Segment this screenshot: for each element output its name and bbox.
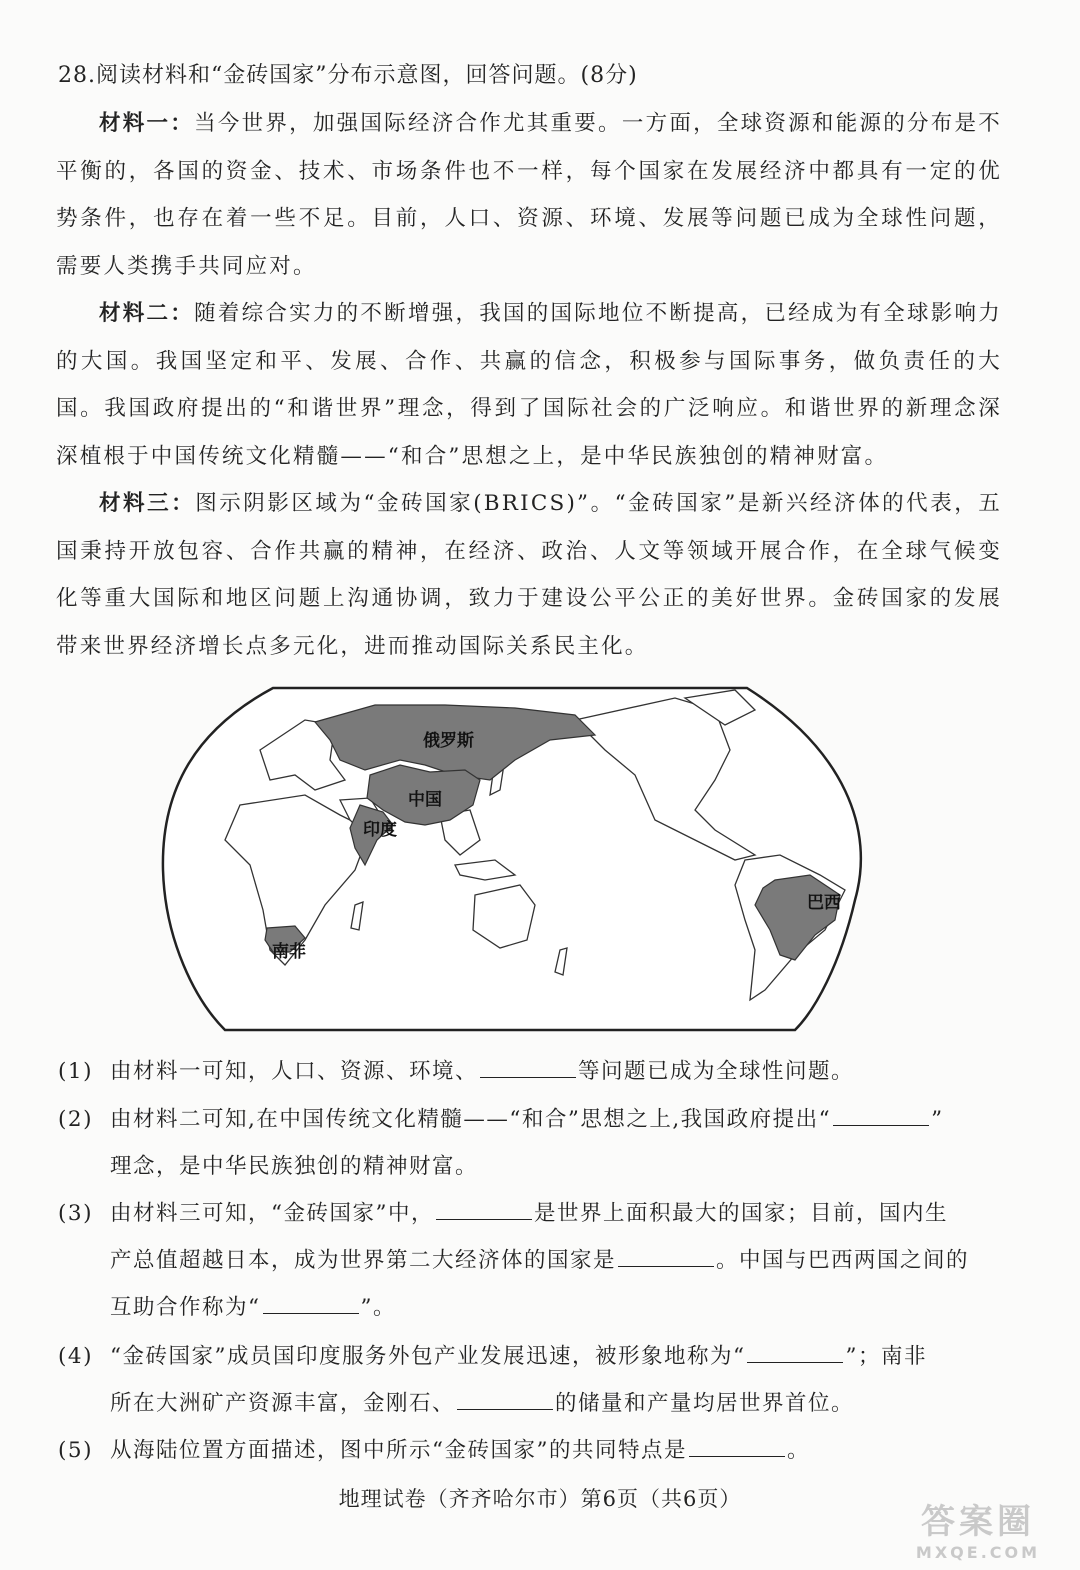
watermark-logo xyxy=(888,1494,1068,1564)
answer-blank[interactable] xyxy=(263,1295,359,1314)
question-1-text-b: 等问题已成为全球性问题。 xyxy=(578,1059,855,1084)
watermark-text: 答案圈 xyxy=(921,1502,1035,1542)
question-2-text-b: ” xyxy=(931,1107,944,1132)
question-3 xyxy=(58,1190,998,1331)
question-4-text-c: 所在大洲矿产资源丰富，金刚石、 xyxy=(110,1391,456,1416)
material-1-text: 当今世界，加强国际经济合作尤其重要。一方面，全球资源和能源的分布是不平衡的，各国的资金、技术、市场条件也不一样，每个国家在发展经济中都具有一定的优势条件，也存在着一些不足。目前，人口、资源、环境、发展等问题已成为全球性问题，需要人类携手共同应对。 xyxy=(56,111,1002,279)
material-3-lead: 材料三： xyxy=(99,491,196,516)
material-1-lead: 材料一： xyxy=(99,111,195,136)
question-5-text-b: 。 xyxy=(787,1438,811,1463)
question-1-number: (1) xyxy=(58,1059,93,1084)
question-4-text-b: ”；南非 xyxy=(845,1344,927,1369)
answer-blank[interactable] xyxy=(480,1059,576,1078)
material-3-text: 图示阴影区域为“金砖国家(BRICS)”。“金砖国家”是新兴经济体的代表，五国秉持开放包容、合作共赢的精神，在经济、政治、人文等领域开展合作，在全球气候变化等重大国际和地区问题上沟通协调，致力于建设公平公正的美好世界。金砖国家的发展带来世界经济增长点多元化，进而推动国际关系民主化。 xyxy=(56,491,1002,659)
question-1 xyxy=(58,1048,998,1095)
question-2-text-c: 理念，是中华民族独创的精神财富。 xyxy=(110,1154,479,1179)
question-3-text-a: 由材料三可知，“金砖国家”中， xyxy=(110,1201,434,1226)
question-3-text-f: ”。 xyxy=(360,1295,396,1320)
material-2-lead: 材料二： xyxy=(99,301,195,326)
answer-blank[interactable] xyxy=(618,1248,714,1267)
material-1 xyxy=(56,100,1002,290)
page-footer: 地理试卷（齐齐哈尔市）第6页（共6页） xyxy=(338,1487,742,1511)
question-3-text-e: 互助合作称为“ xyxy=(110,1295,261,1320)
map-label-india: 印度 xyxy=(363,820,397,840)
question-1-text-a: 由材料一可知，人口、资源、环境、 xyxy=(110,1059,479,1084)
material-3 xyxy=(56,480,1002,670)
question-4-text-d: 的储量和产量均居世界首位。 xyxy=(555,1391,855,1416)
question-5 xyxy=(58,1427,998,1474)
map-label-brazil: 巴西 xyxy=(807,893,841,913)
watermark-url: MXQE.COM xyxy=(915,1543,1041,1562)
answer-blank[interactable] xyxy=(833,1107,929,1126)
question-5-number: (5) xyxy=(58,1438,93,1463)
question-2-number: (2) xyxy=(58,1107,93,1132)
map-label-south-africa: 南非 xyxy=(272,942,306,962)
map-label-russia: 俄罗斯 xyxy=(423,731,474,751)
answer-blank[interactable] xyxy=(457,1391,553,1410)
question-title: 28.阅读材料和“金砖国家”分布示意图，回答问题。(8分) xyxy=(58,63,638,88)
question-2 xyxy=(58,1096,998,1190)
question-3-text-d: 。中国与巴西两国之间的 xyxy=(716,1248,970,1273)
question-3-number: (3) xyxy=(58,1201,93,1226)
question-4-number: (4) xyxy=(58,1344,93,1369)
question-3-text-b: 是世界上面积最大的国家；目前，国内生 xyxy=(533,1201,948,1226)
map-label-china: 中国 xyxy=(408,790,442,810)
question-5-text-a: 从海陆位置方面描述，图中所示“金砖国家”的共同特点是 xyxy=(110,1438,687,1463)
question-2-text-a: 由材料二可知,在中国传统文化精髓——“和合”思想之上,我国政府提出“ xyxy=(110,1107,832,1132)
question-3-text-c: 产总值超越日本，成为世界第二大经济体的国家是 xyxy=(110,1248,617,1273)
material-2 xyxy=(56,290,1002,480)
answer-blank[interactable] xyxy=(436,1201,532,1220)
answer-blank[interactable] xyxy=(689,1438,785,1457)
question-4-text-a: “金砖国家”成员国印度服务外包产业发展迅速，被形象地称为“ xyxy=(110,1344,746,1369)
material-2-text: 随着综合实力的不断增强，我国的国际地位不断提高，已经成为有全球影响力的大国。我国坚定和平、发展、合作、共赢的信念，积极参与国际事务，做负责任的大国。我国政府提出的“和谐世界”理念，得到了国际社会的广泛响应。和谐世界的新理念深深植根于中国传统文化精髓——“和合”思想之上，是中华民族独创的精神财富。 xyxy=(56,301,1002,469)
question-4 xyxy=(58,1333,998,1427)
answer-blank[interactable] xyxy=(747,1344,843,1363)
brics-world-map xyxy=(155,680,865,1035)
